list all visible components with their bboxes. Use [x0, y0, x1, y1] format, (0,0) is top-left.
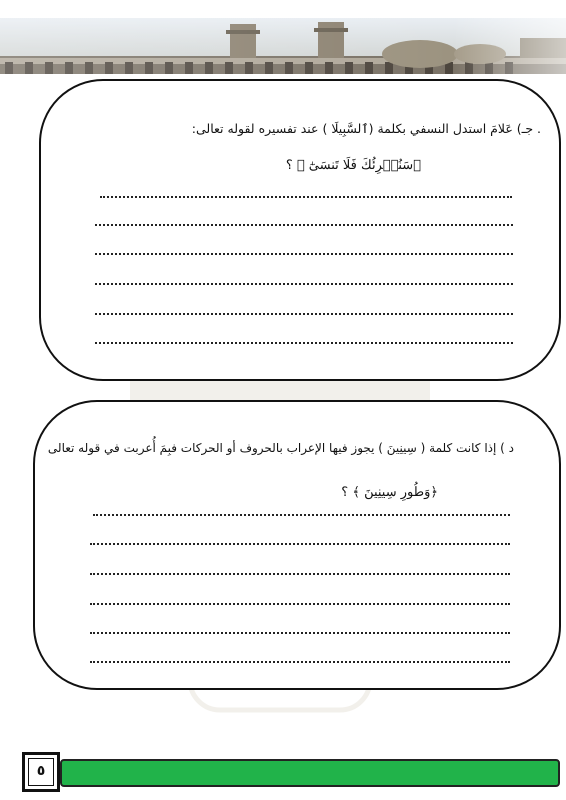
answer-line[interactable] — [95, 253, 513, 255]
answer-line[interactable] — [95, 224, 513, 226]
page-number-frame — [22, 752, 60, 792]
answer-line[interactable] — [90, 543, 510, 545]
question-d-verse: ﴿وَطُورِ سِينِينَ ﴾ ؟ — [341, 485, 438, 500]
answer-line[interactable] — [95, 342, 513, 344]
footer-green-bar — [60, 759, 560, 787]
answer-line[interactable] — [95, 313, 513, 315]
answer-line[interactable] — [100, 196, 512, 198]
header-banner-image — [0, 18, 566, 74]
question-d-text: د ) إذا كانت كلمة ( سِينِينَ ) يجوز فيها الإعراب بالحروف أو الحركات فبِمَ أُعربت في قوله تعالى — [47, 441, 514, 455]
question-c-verse: ﴿سَنُقۡرِئُكَ فَلَا تَنسَىٰٓ ﴾ ؟ — [285, 158, 421, 173]
answer-line[interactable] — [90, 573, 510, 575]
answer-line[interactable] — [90, 603, 510, 605]
answer-line[interactable] — [90, 632, 510, 634]
page-number: ٥ — [36, 763, 46, 779]
answer-line[interactable] — [90, 661, 510, 663]
answer-line[interactable] — [93, 514, 510, 516]
question-c-text: . جـ) عَلامَ استدل النسفي بكلمة (ٱلسَّبِيلَا ) عند تفسيره لقوله تعالى: — [191, 121, 541, 136]
answer-line[interactable] — [95, 283, 513, 285]
